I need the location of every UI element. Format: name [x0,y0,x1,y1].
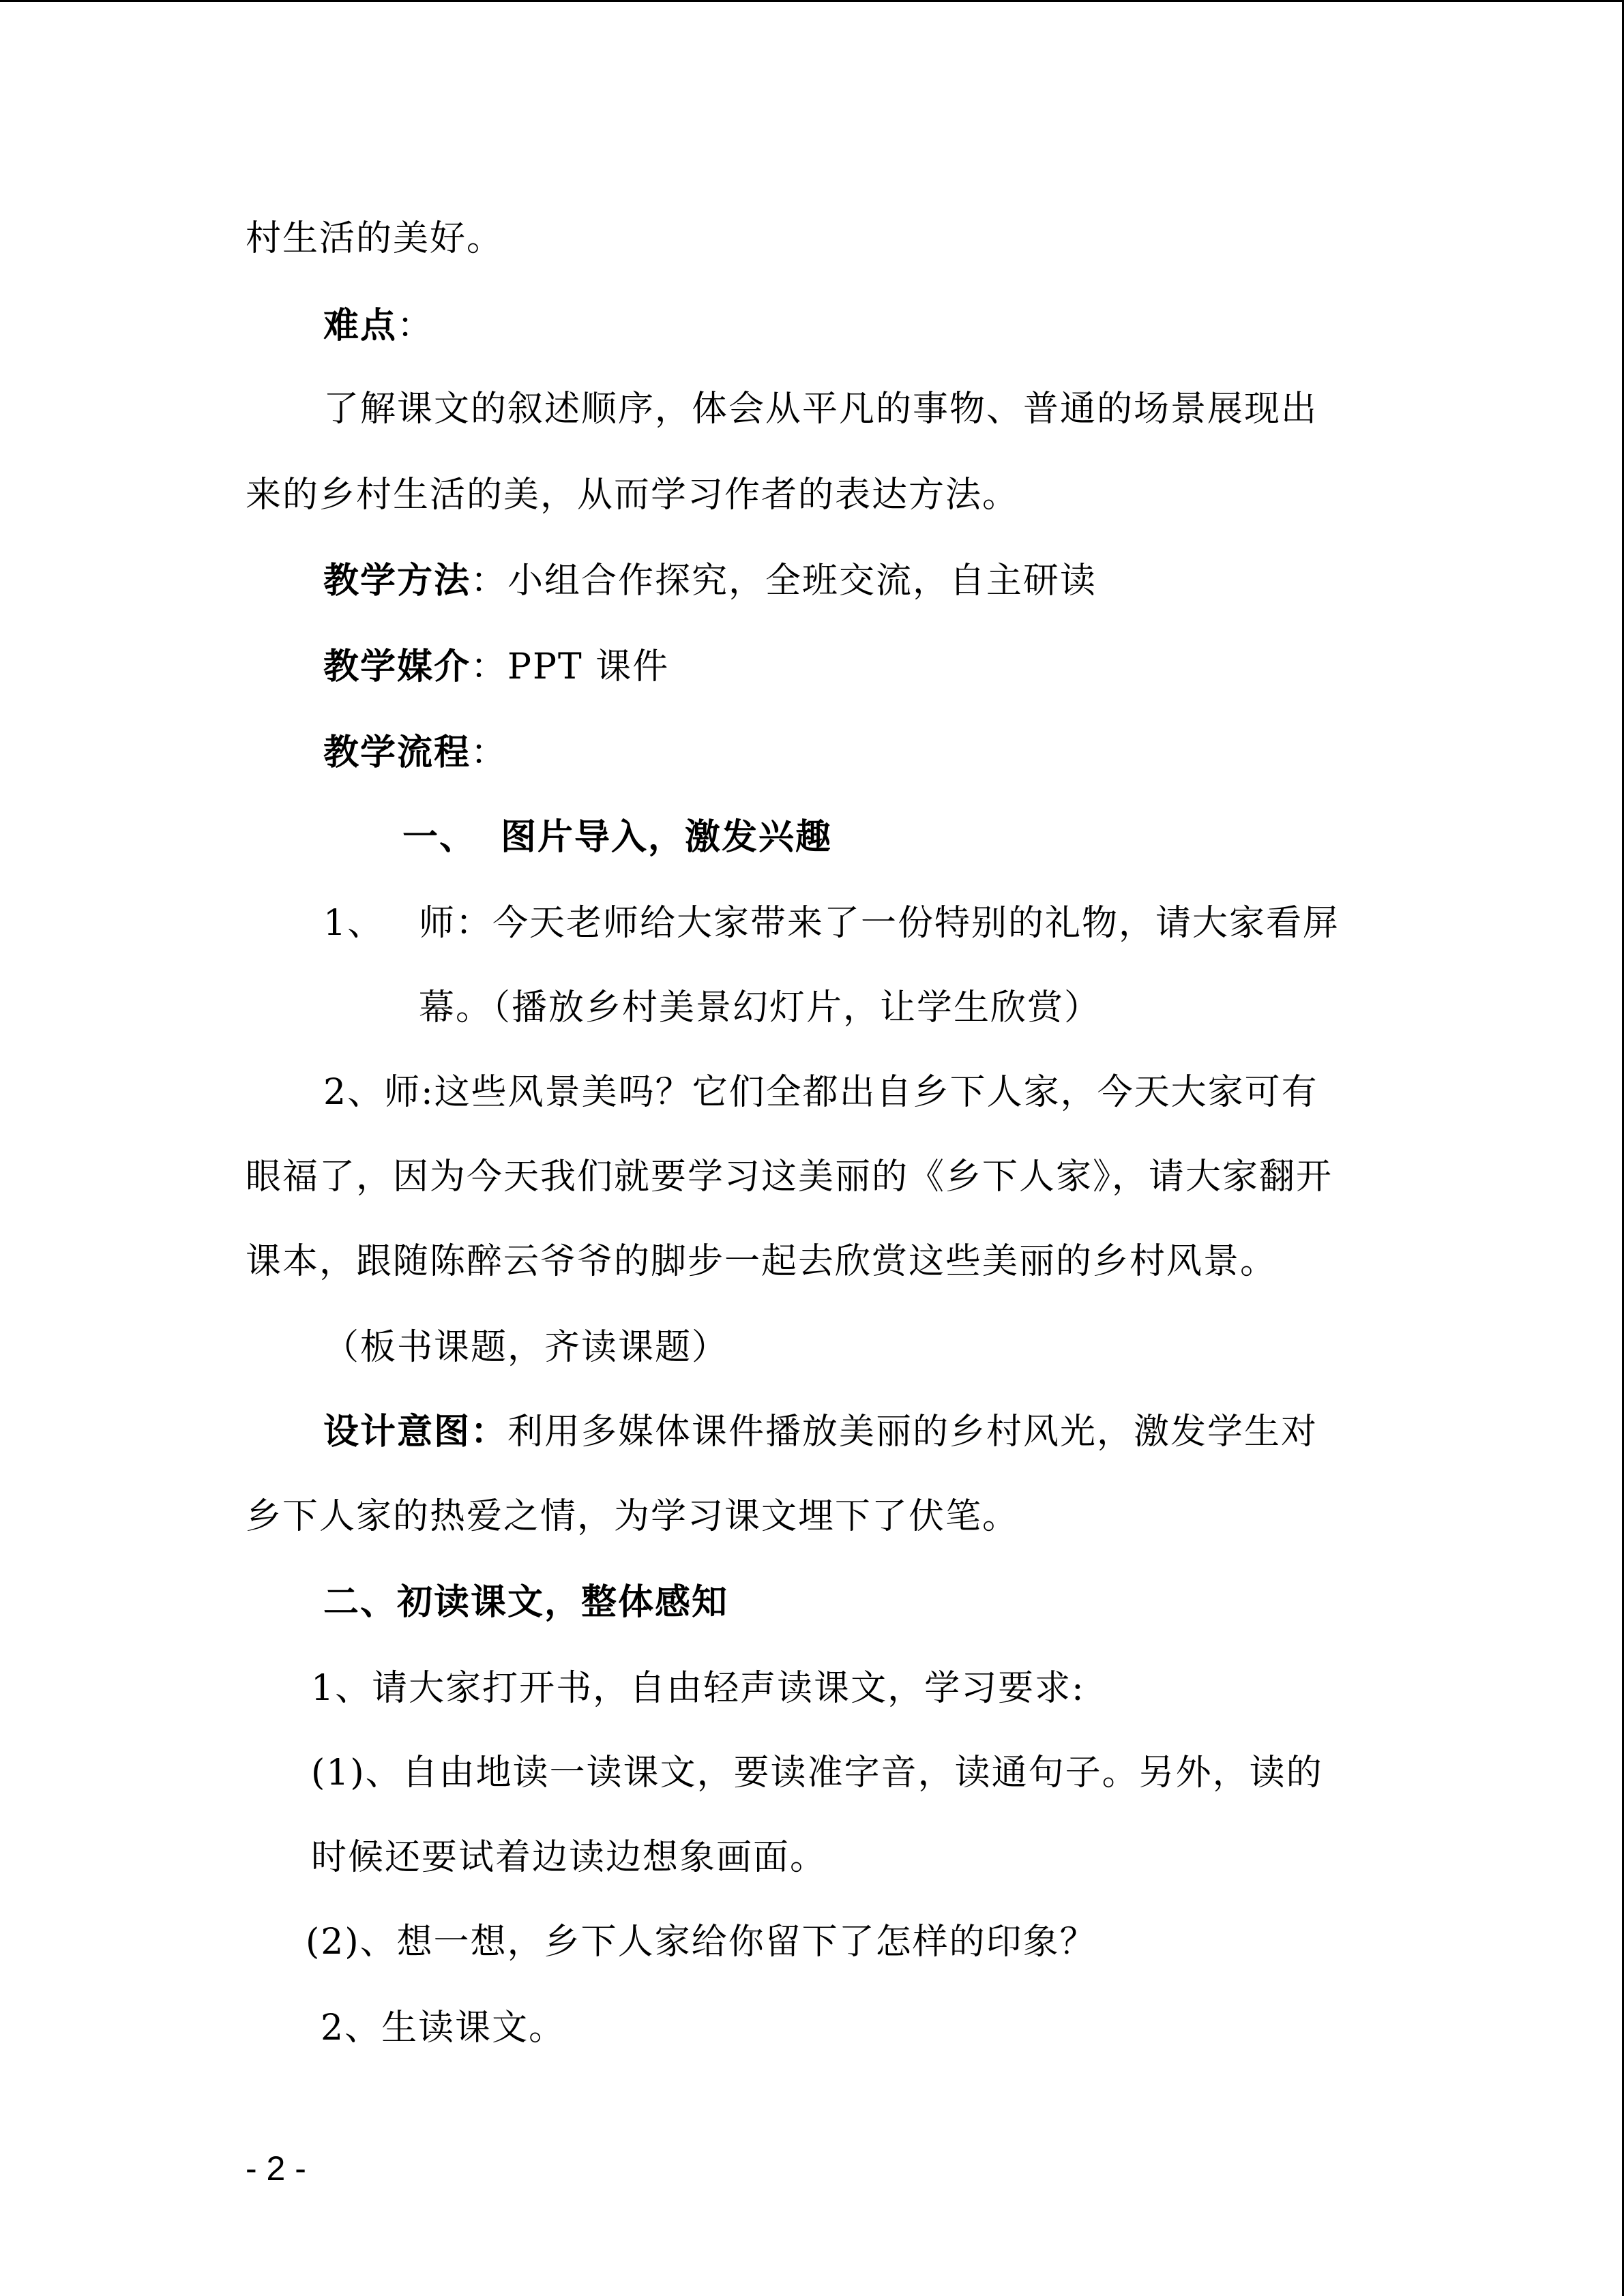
teaching-method-label: 教学方法 [323,561,471,601]
body-line-12: 眼福了，因为今天我们就要学习这美丽的《乡下人家》，请大家翻开 [246,1157,1333,1197]
section-one-title: 图片导入，激发兴趣 [501,817,833,858]
body-line-13: 课本，跟随陈醉云爷爷的脚步一起去欣赏这些美丽的乡村风景。 [246,1241,1278,1282]
teaching-media [323,645,669,689]
teaching-method [323,559,1097,603]
heading-difficulty-colon: ： [397,305,434,346]
body-line-18: 1、请大家打开书，自由轻声读课文，学习要求: [311,1668,1085,1709]
heading-difficulty-label: 难点 [323,305,398,346]
teaching-process-colon: ： [471,732,508,773]
design-intent [323,1410,1318,1454]
page-top-border [0,0,1624,2]
list-item-1-text: 师：今天老师给大家带来了一份特别的礼物，请大家看屏 [419,903,1340,944]
teaching-method-text: ：小组合作探究，全班交流，自主研读 [471,561,1097,601]
teaching-media-text: ：PPT 课件 [471,646,670,687]
body-line-11: 2、师:这些风景美吗？它们全都出自乡下人家，今天大家可有 [323,1072,1318,1113]
body-line-16: 乡下人家的热爱之情，为学习课文埋下了伏笔。 [246,1496,1020,1537]
body-line-14: （板书课题，齐读课题） [323,1327,729,1368]
heading-difficulty [323,304,434,348]
design-intent-text: 利用多媒体课件播放美丽的乡村风光，激发学生对 [507,1412,1318,1452]
list-item-1-number: 1、 [323,903,385,944]
teaching-media-label: 教学媒介 [323,646,471,687]
body-line-3: 了解课文的叙述顺序，体会从平凡的事物、普通的场景展现出 [323,389,1318,430]
body-line-1: 村生活的美好。 [246,218,504,259]
list-item-1-continuation: 幕。（播放乡村美景幻灯片，让学生欣赏） [419,987,1102,1028]
teaching-process [323,731,507,775]
section-one-number: 一、 [402,817,477,858]
body-line-22: 2、生读课文。 [321,2008,566,2048]
body-line-4: 来的乡村生活的美，从而学习作者的表达方法。 [246,475,1020,516]
section-two-title: 二、初读课文，整体感知 [323,1582,729,1623]
body-line-19: (1)、自由地读一读课文，要读准字音，读通句子。另外，读的 [311,1753,1323,1793]
page-number: - 2 - [246,2149,306,2188]
design-intent-label: 设计意图： [323,1412,508,1452]
body-line-20: 时候还要试着边读边想象画面。 [311,1837,827,1878]
teaching-process-label: 教学流程 [323,732,471,773]
body-line-21: (2)、想一想，乡下人家给你留下了怎样的印象？ [306,1922,1097,1963]
